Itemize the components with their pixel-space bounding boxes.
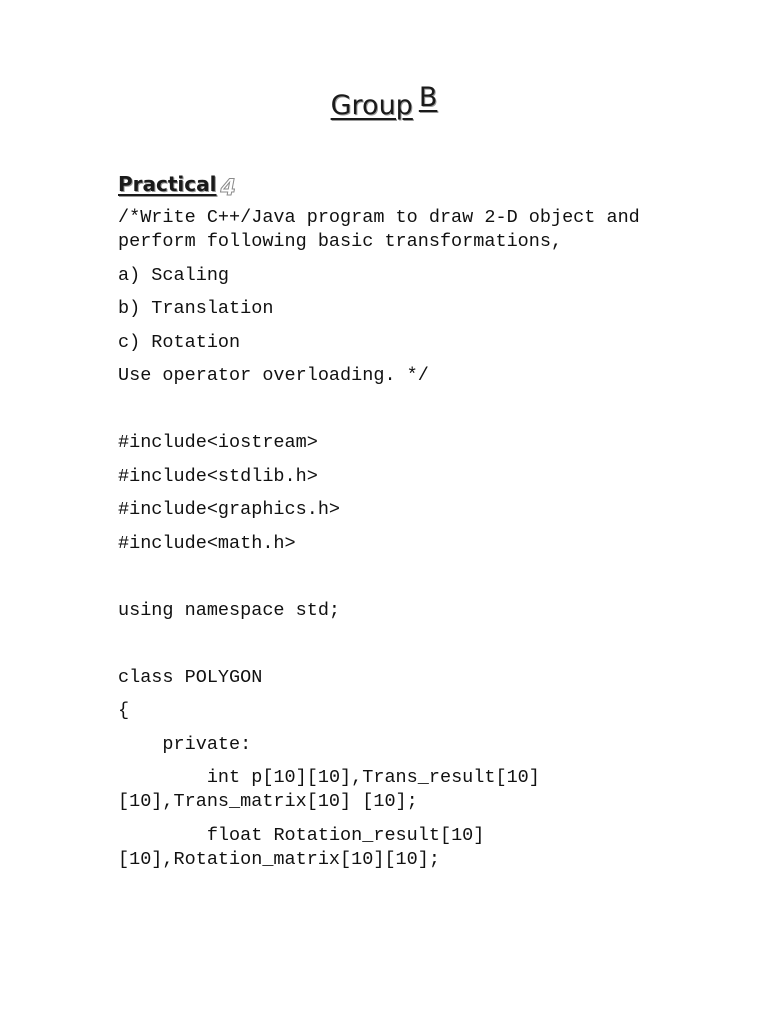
page-title bbox=[0, 82, 768, 121]
brace-line: { bbox=[118, 700, 130, 721]
title-suffix: B bbox=[418, 82, 438, 113]
list-item: b) Translation bbox=[118, 298, 274, 319]
declaration-line: float Rotation_result[10][10],Rotation_matrix[10][10]; bbox=[118, 824, 485, 870]
include-line: #include<iostream> bbox=[118, 432, 318, 453]
access-line: private: bbox=[118, 733, 252, 755]
practical-label: Practical bbox=[118, 172, 217, 196]
title-main: Group bbox=[330, 90, 413, 121]
namespace-line: using namespace std; bbox=[118, 599, 341, 621]
comment-line: /*Write C++/Java program to draw 2-D object and perform following basic transformations, bbox=[118, 207, 651, 252]
class-line: class POLYGON bbox=[118, 666, 263, 688]
include-line: #include<graphics.h> bbox=[118, 499, 341, 520]
include-line: #include<stdlib.h> bbox=[118, 465, 318, 487]
practical-number: 4 bbox=[220, 176, 236, 201]
declaration-line: int p[10][10],Trans_result[10][10],Trans_matrix[10] [10]; bbox=[118, 767, 540, 812]
comment-line: Use operator overloading. */ bbox=[118, 365, 429, 386]
blank-line bbox=[118, 632, 678, 656]
blank-line bbox=[118, 398, 678, 422]
list-item: c) Rotation bbox=[118, 331, 241, 353]
code-listing bbox=[118, 206, 678, 881]
practical-heading bbox=[118, 172, 236, 201]
list-item: a) Scaling bbox=[118, 264, 230, 286]
blank-line bbox=[118, 565, 678, 589]
include-line: #include<math.h> bbox=[118, 532, 296, 554]
